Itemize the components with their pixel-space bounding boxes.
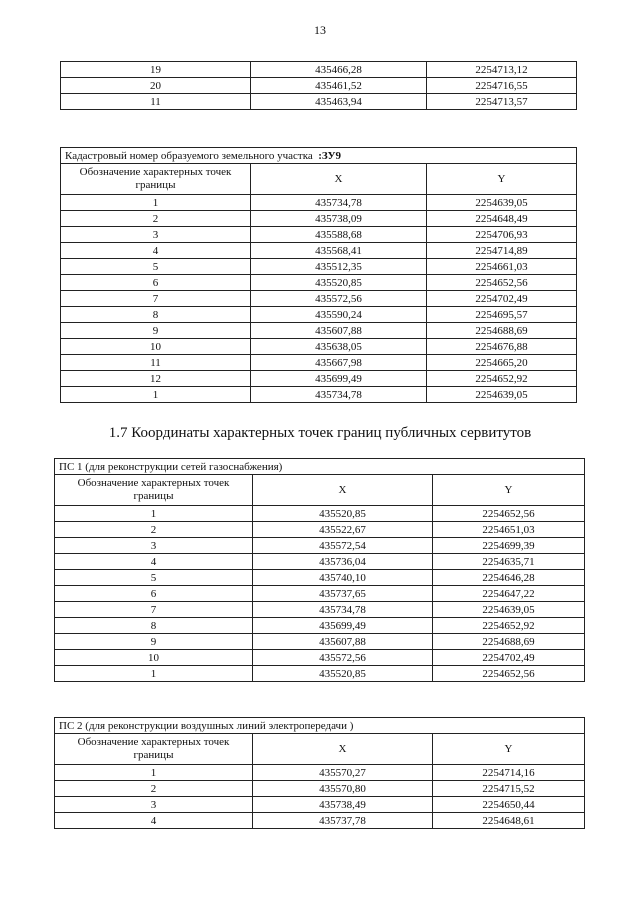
cell-point: 10 <box>55 650 253 666</box>
cell-y: 2254713,12 <box>427 62 577 78</box>
cell-point: 1 <box>55 666 253 682</box>
cell-point: 8 <box>55 618 253 634</box>
cell-point: 4 <box>55 813 253 829</box>
cell-point: 3 <box>55 538 253 554</box>
cell-point: 8 <box>61 307 251 323</box>
cell-y: 2254714,16 <box>433 765 585 781</box>
table-row <box>55 506 585 522</box>
table-row <box>55 618 585 634</box>
header-x: X <box>253 475 433 506</box>
table-caption <box>61 148 577 164</box>
cell-x: 435740,10 <box>253 570 433 586</box>
table-row <box>61 387 577 403</box>
cell-point: 7 <box>55 602 253 618</box>
cell-point: 11 <box>61 355 251 371</box>
table-body <box>55 718 585 829</box>
table-row <box>61 259 577 275</box>
cell-x: 435568,41 <box>251 243 427 259</box>
table-row <box>55 650 585 666</box>
table-caption-row <box>55 459 585 475</box>
cell-x: 435699,49 <box>253 618 433 634</box>
ps1-coordinates-table <box>54 458 585 682</box>
table-row <box>55 813 585 829</box>
cell-point: 6 <box>55 586 253 602</box>
header-x: X <box>253 734 433 765</box>
cell-y: 2254639,05 <box>427 387 577 403</box>
caption-text: Кадастровый номер образуемого земельного участка <box>65 149 313 162</box>
cell-point: 9 <box>55 634 253 650</box>
table-row <box>55 522 585 538</box>
cell-y: 2254714,89 <box>427 243 577 259</box>
cell-point: 20 <box>61 78 251 94</box>
cell-y: 2254695,57 <box>427 307 577 323</box>
table-header-row <box>55 734 585 765</box>
table-row <box>61 94 577 110</box>
cell-point: 2 <box>55 781 253 797</box>
table-row <box>61 339 577 355</box>
cell-point: 5 <box>55 570 253 586</box>
table-caption-row <box>61 148 577 164</box>
table-body <box>61 62 577 110</box>
header-point: Обозначение характерных точек границы <box>61 164 251 195</box>
cell-x: 435520,85 <box>251 275 427 291</box>
cell-x: 435734,78 <box>253 602 433 618</box>
page-number: 13 <box>314 23 326 37</box>
cell-point: 9 <box>61 323 251 339</box>
cell-point: 4 <box>55 554 253 570</box>
table-row <box>55 602 585 618</box>
table-row <box>61 323 577 339</box>
cell-x: 435734,78 <box>251 195 427 211</box>
cell-y: 2254702,49 <box>427 291 577 307</box>
coordinates-table-continuation <box>60 61 577 110</box>
table-row <box>61 195 577 211</box>
cell-x: 435699,49 <box>251 371 427 387</box>
cell-point: 19 <box>61 62 251 78</box>
table-row <box>61 275 577 291</box>
table-row <box>61 78 577 94</box>
cell-x: 435572,56 <box>251 291 427 307</box>
section-heading: 1.7 Координаты характерных точек границ публичных сервитутов <box>108 425 532 441</box>
cell-y: 2254648,49 <box>427 211 577 227</box>
table-row <box>61 62 577 78</box>
cell-point: 6 <box>61 275 251 291</box>
cell-point: 1 <box>61 195 251 211</box>
cell-x: 435570,80 <box>253 781 433 797</box>
cell-point: 2 <box>61 211 251 227</box>
cell-x: 435466,28 <box>251 62 427 78</box>
header-point: Обозначение характерных точек границы <box>55 475 253 506</box>
table-row <box>55 570 585 586</box>
cell-y: 2254661,03 <box>427 259 577 275</box>
cell-x: 435737,78 <box>253 813 433 829</box>
cell-y: 2254688,69 <box>427 323 577 339</box>
cell-x: 435638,05 <box>251 339 427 355</box>
cell-y: 2254647,22 <box>433 586 585 602</box>
table-row <box>61 307 577 323</box>
cell-x: 435738,09 <box>251 211 427 227</box>
cell-point: 2 <box>55 522 253 538</box>
caption-code: :ЗУ9 <box>318 149 342 162</box>
cell-x: 435590,24 <box>251 307 427 323</box>
cell-point: 12 <box>61 371 251 387</box>
cell-point: 1 <box>55 506 253 522</box>
cell-x: 435734,78 <box>251 387 427 403</box>
table-row <box>61 243 577 259</box>
cell-x: 435520,85 <box>253 506 433 522</box>
cell-y: 2254716,55 <box>427 78 577 94</box>
cell-y: 2254652,92 <box>433 618 585 634</box>
cell-x: 435737,65 <box>253 586 433 602</box>
cell-y: 2254665,20 <box>427 355 577 371</box>
cell-y: 2254713,57 <box>427 94 577 110</box>
cell-x: 435588,68 <box>251 227 427 243</box>
table-row <box>61 371 577 387</box>
table-row <box>55 781 585 797</box>
cell-point: 1 <box>55 765 253 781</box>
cell-point: 7 <box>61 291 251 307</box>
cell-y: 2254702,49 <box>433 650 585 666</box>
cell-y: 2254635,71 <box>433 554 585 570</box>
cell-y: 2254652,56 <box>433 666 585 682</box>
cell-y: 2254639,05 <box>433 602 585 618</box>
cell-point: 10 <box>61 339 251 355</box>
header-point: Обозначение характерных точек границы <box>55 734 253 765</box>
cell-y: 2254688,69 <box>433 634 585 650</box>
cell-x: 435572,54 <box>253 538 433 554</box>
cell-y: 2254652,92 <box>427 371 577 387</box>
header-x: X <box>251 164 427 195</box>
table-header-row <box>55 475 585 506</box>
cell-point: 3 <box>55 797 253 813</box>
cell-x: 435463,94 <box>251 94 427 110</box>
cell-y: 2254651,03 <box>433 522 585 538</box>
cell-x: 435461,52 <box>251 78 427 94</box>
table-row <box>55 765 585 781</box>
cell-y: 2254639,05 <box>427 195 577 211</box>
cell-x: 435736,04 <box>253 554 433 570</box>
cell-point: 11 <box>61 94 251 110</box>
table-row <box>55 634 585 650</box>
table-row <box>61 211 577 227</box>
table-row <box>55 554 585 570</box>
cell-x: 435607,88 <box>251 323 427 339</box>
zu9-coordinates-table <box>60 147 577 403</box>
table-body <box>61 148 577 403</box>
table-row <box>61 355 577 371</box>
cell-y: 2254648,61 <box>433 813 585 829</box>
table-row <box>55 666 585 682</box>
cell-y: 2254652,56 <box>433 506 585 522</box>
cell-y: 2254646,28 <box>433 570 585 586</box>
table-caption: ПС 1 (для реконструкции сетей газоснабжения) <box>55 459 585 475</box>
table-caption-row <box>55 718 585 734</box>
cell-y: 2254715,52 <box>433 781 585 797</box>
cell-x: 435607,88 <box>253 634 433 650</box>
cell-point: 5 <box>61 259 251 275</box>
cell-point: 1 <box>61 387 251 403</box>
cell-point: 3 <box>61 227 251 243</box>
cell-x: 435522,67 <box>253 522 433 538</box>
header-y: Y <box>433 475 585 506</box>
ps2-coordinates-table <box>54 717 585 829</box>
cell-x: 435738,49 <box>253 797 433 813</box>
table-caption: ПС 2 (для реконструкции воздушных линий электропередачи ) <box>55 718 585 734</box>
cell-y: 2254699,39 <box>433 538 585 554</box>
cell-x: 435570,27 <box>253 765 433 781</box>
cell-y: 2254706,93 <box>427 227 577 243</box>
table-row <box>55 797 585 813</box>
cell-y: 2254652,56 <box>427 275 577 291</box>
header-y: Y <box>427 164 577 195</box>
cell-x: 435520,85 <box>253 666 433 682</box>
table-body <box>55 459 585 682</box>
table-row <box>55 538 585 554</box>
header-y: Y <box>433 734 585 765</box>
cell-y: 2254676,88 <box>427 339 577 355</box>
table-header-row <box>61 164 577 195</box>
cell-x: 435667,98 <box>251 355 427 371</box>
table-row <box>61 291 577 307</box>
cell-x: 435512,35 <box>251 259 427 275</box>
cell-x: 435572,56 <box>253 650 433 666</box>
table-row <box>61 227 577 243</box>
table-row <box>55 586 585 602</box>
cell-y: 2254650,44 <box>433 797 585 813</box>
cell-point: 4 <box>61 243 251 259</box>
